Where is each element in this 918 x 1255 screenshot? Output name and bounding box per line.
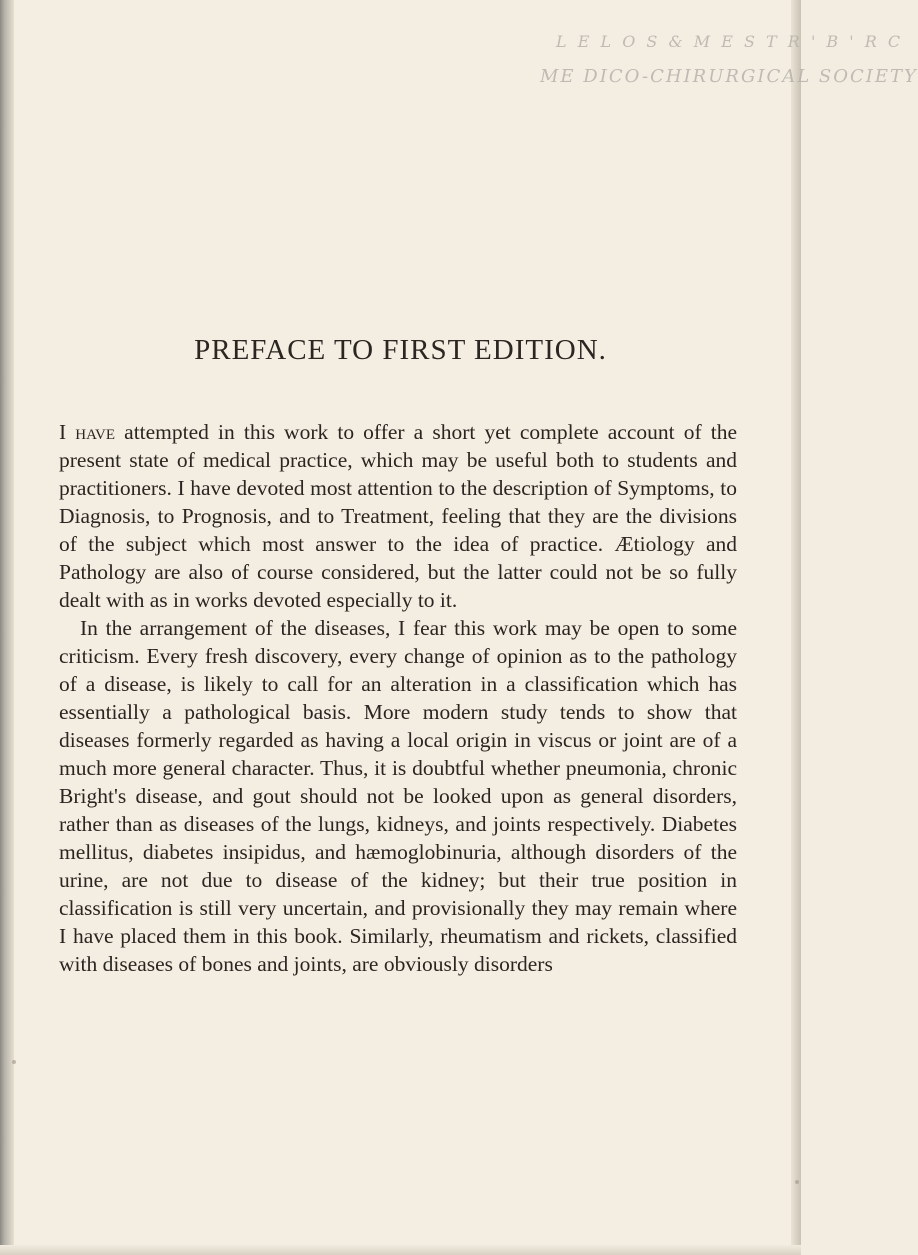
paragraph-2: In the arrangement of the diseases, I fear this work may be open to some criticism. Every fresh discovery, every change of opinion as to the pathology of a disease, is likely to call for an alteration in a classification which has essentially a pathological basis. More modern study tends to show that diseases formerly regarded as having a local origin in viscus or joint are of a much more general character. Thus, it is doubtful whether pneumonia, chronic Bright's disease, and gout should not be looked upon as general disorders, rather than as diseases of the lungs, kidneys, and joints respectively. Diabetes mellitus, diabetes insipidus, and hæmoglobinuria, although disorders of the urine, are not due to disease of the kidney; but their true position in classification is still very uncertain, and provisionally they may remain where I have placed them in this book. Similarly, rheumatism and rickets, classified with diseases of bones and joints, are obviously disorders xyxy=(59,616,737,976)
page-bottom-edge xyxy=(0,1245,801,1255)
page-left-edge xyxy=(0,0,14,1255)
paragraph-1 xyxy=(59,418,737,614)
first-word: I xyxy=(59,420,67,444)
stamp-line-2: ME DICO-CHIRURGICAL SOCIETY xyxy=(540,66,918,87)
stamp-line-1: L E L O S & M E S T R ' B ' R C xyxy=(556,32,904,51)
page-right-edge xyxy=(791,0,801,1255)
paper-spot xyxy=(795,1180,799,1184)
paragraph-1-text: attempted in this work to offer a short yet complete account of the present state of medical practice, which may be useful both to students and practitioners. I have devoted most attention to the description of Symptoms, to Diagnosis, to Prognosis, and to Treatment, feeling that they are the divisions of the subject which most answer to the idea of practice. Ætiology and Pathology are also of course considered, but the latter could not be so fully dealt with as in works devoted especially to it. xyxy=(59,420,737,612)
smallcaps-word: have xyxy=(75,420,116,444)
library-stamp xyxy=(540,18,918,128)
paper-spot xyxy=(12,1060,16,1064)
page-title: PREFACE TO FIRST EDITION. xyxy=(194,334,607,366)
preface-body xyxy=(59,418,737,978)
